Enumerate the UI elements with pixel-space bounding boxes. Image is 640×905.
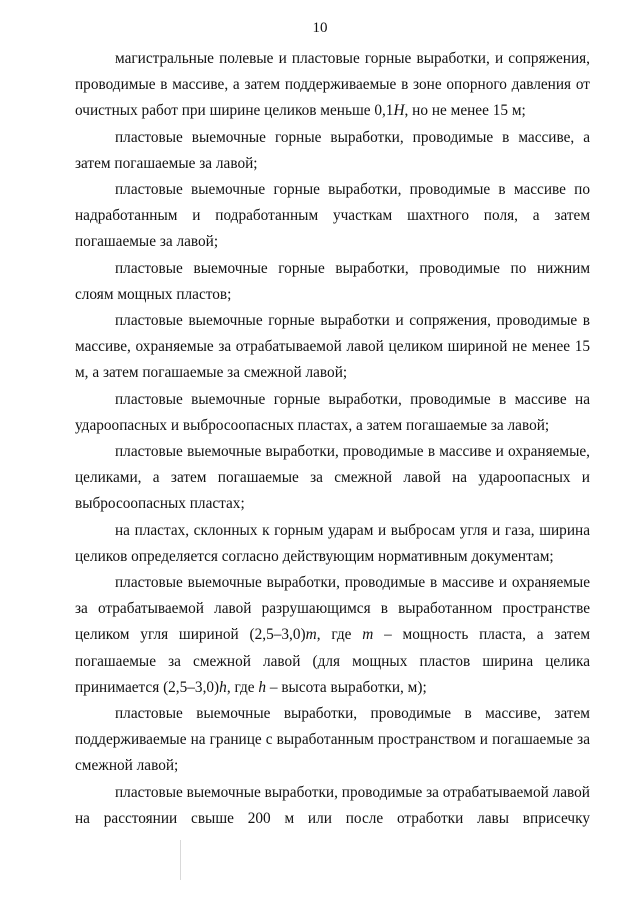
paragraph: пластовые выемочные выработки, проводимые за отрабатываемой лавой на расстоянии свыше 200 м или после отработки лавы вприсечку (75, 783, 590, 827)
paragraph (75, 46, 590, 125)
paragraph-text: , но не менее 15 м; (404, 102, 526, 120)
paragraph-text: – высота выработки, м); (266, 678, 427, 696)
paragraph: пластовые выемочные горные выработки, проводимые в массиве по надработанным и подработанным участкам шахтного поля, а затем погашаемые за лавой; (75, 181, 590, 251)
paragraph: пластовые выемочные выработки, проводимые в массиве, затем поддерживаемые на границе с выработанным пространством и погашаемые за смежной лавой; (75, 705, 590, 775)
scan-artifact (180, 840, 181, 880)
paragraph-text: магистральные полевые и пластовые горные выработки, и сопряжения, проводимые в массиве, а затем поддерживаемые в зоне опорного давления от очистных работ при ширине целиков меньше 0,1 (75, 50, 590, 120)
document-body (75, 46, 590, 832)
paragraph-text: , где (316, 626, 363, 644)
paragraph: пластовые выемочные выработки, проводимые в массиве и охраняемые, целиками, а затем погашаемые за смежной лавой на удароопасных и выбросоопасных пластах; (75, 443, 590, 513)
paragraph: пластовые выемочные горные выработки, проводимые в массиве на удароопасных и выбросоопасных пластах, а затем погашаемые за лавой; (75, 390, 590, 434)
paragraph: пластовые выемочные горные выработки и сопряжения, проводимые в массиве, охраняемые за отрабатываемой лавой целиком шириной не менее 15 м, а затем погашаемые за смежной лавой; (75, 312, 590, 382)
variable-h: H (393, 102, 405, 120)
paragraph-text: пластовые выемочные выработки, проводимые в массиве и охраняемые за отрабатываемой лавой разрушающимся в выработанном пространстве целиком угля шириной (2,5–3,0) (75, 574, 590, 644)
variable-m: m (305, 626, 317, 644)
paragraph-text: , где (226, 678, 259, 696)
paragraph: пластовые выемочные горные выработки, проводимые по нижним слоям мощных пластов; (75, 259, 590, 303)
variable-h: h (258, 678, 267, 696)
paragraph: на пластах, склонных к горным ударам и выбросам угля и газа, ширина целиков определяется согласно действующим нормативным документам; (75, 521, 590, 565)
paragraph: пластовые выемочные горные выработки, проводимые в массиве, а затем погашаемые за лавой; (75, 128, 590, 172)
page-number: 10 (312, 20, 328, 36)
paragraph-text: – мощность пласта, а затем погашаемые за смежной лавой (для мощных пластов ширина целика принимается (2,5–3,0) (75, 626, 590, 696)
variable-m: m (362, 626, 374, 644)
variable-h: h (219, 678, 227, 696)
paragraph (75, 570, 590, 701)
